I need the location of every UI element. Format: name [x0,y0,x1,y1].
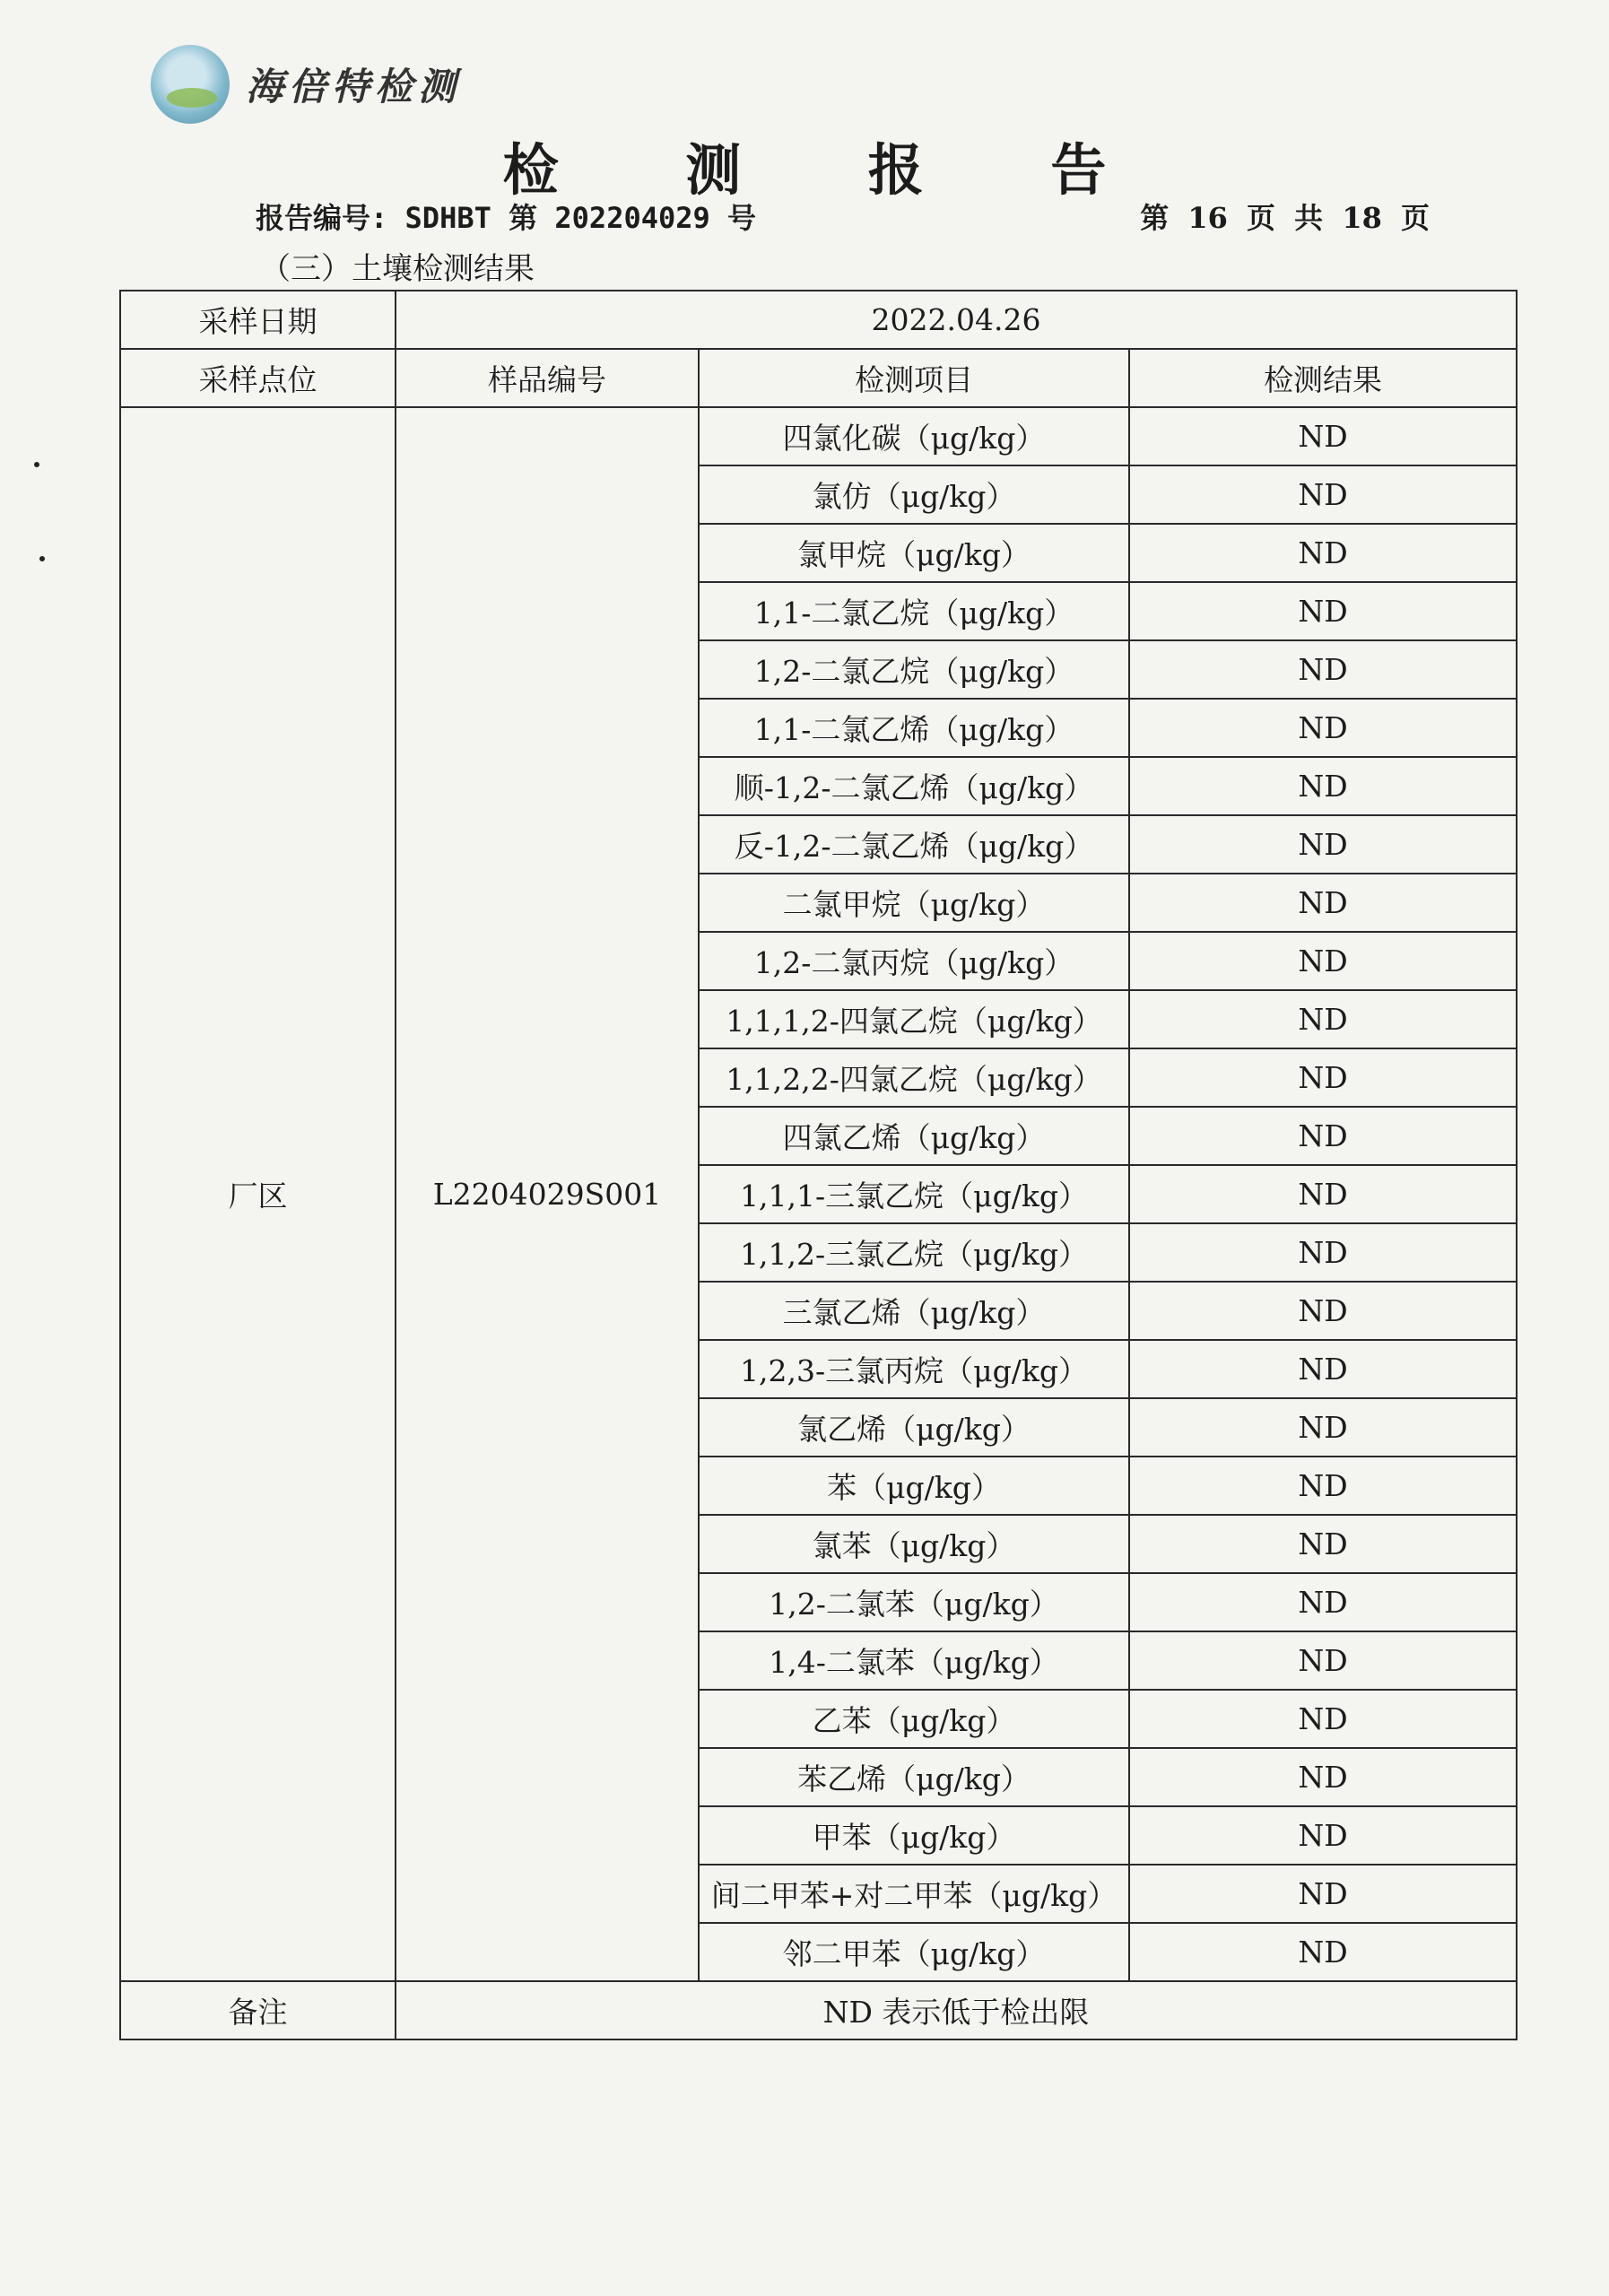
scan-speck [39,556,45,561]
test-result: ND [1129,1923,1517,1981]
test-result: ND [1129,1048,1517,1107]
company-logo-icon [151,45,230,124]
test-item: 顺-1,2-二氯乙烯（μg/kg） [699,757,1129,815]
document-title: 检 测 报 告 [502,137,1161,203]
test-result: ND [1129,582,1517,640]
test-result: ND [1129,1865,1517,1923]
test-result: ND [1129,1573,1517,1631]
test-item: 苯乙烯（μg/kg） [699,1748,1129,1806]
test-item: 邻二甲苯（μg/kg） [699,1923,1129,1981]
test-item: 1,1-二氯乙烷（μg/kg） [699,582,1129,640]
test-item: 1,2,3-三氯丙烷（μg/kg） [699,1340,1129,1398]
test-item: 甲苯（μg/kg） [699,1806,1129,1865]
test-item: 1,2-二氯乙烷（μg/kg） [699,640,1129,699]
test-result: ND [1129,1748,1517,1806]
note-label: 备注 [120,1981,396,2039]
test-result: ND [1129,874,1517,932]
test-result: ND [1129,1515,1517,1573]
test-item: 反-1,2-二氯乙烯（μg/kg） [699,815,1129,874]
column-header-result: 检测结果 [1129,349,1517,407]
test-item: 1,1-二氯乙烯（μg/kg） [699,699,1129,757]
test-result: ND [1129,1457,1517,1515]
note-text: ND 表示低于检出限 [396,1981,1517,2039]
company-name: 海倍特检测 [246,65,462,109]
test-item: 1,2-二氯丙烷（μg/kg） [699,932,1129,990]
test-item: 四氯乙烯（μg/kg） [699,1107,1129,1165]
test-result: ND [1129,465,1517,524]
test-item: 氯仿（μg/kg） [699,465,1129,524]
test-result: ND [1129,1165,1517,1223]
report-number: 报告编号: SDHBT 第 202204029 号 [256,201,757,235]
section-title: （三）土壤检测结果 [260,251,535,287]
test-result: ND [1129,1398,1517,1457]
test-result: ND [1129,815,1517,874]
column-header-sample-no: 样品编号 [396,349,699,407]
test-result: ND [1129,1631,1517,1690]
test-result: ND [1129,990,1517,1048]
test-result: ND [1129,1223,1517,1282]
sample-number: L2204029S001 [396,407,699,1981]
scan-speck [34,462,39,467]
test-item: 三氯乙烯（μg/kg） [699,1282,1129,1340]
test-item: 苯（μg/kg） [699,1457,1129,1515]
test-item: 氯乙烯（μg/kg） [699,1398,1129,1457]
test-item: 1,1,1-三氯乙烷（μg/kg） [699,1165,1129,1223]
test-item: 乙苯（μg/kg） [699,1690,1129,1748]
test-result: ND [1129,932,1517,990]
test-result: ND [1129,1282,1517,1340]
test-item: 氯苯（μg/kg） [699,1515,1129,1573]
test-result: ND [1129,1340,1517,1398]
company-logo [151,45,461,124]
test-result: ND [1129,757,1517,815]
test-result: ND [1129,524,1517,582]
note-row [120,1981,1517,2039]
sampling-date-label: 采样日期 [120,291,396,349]
test-item: 四氯化碳（μg/kg） [699,407,1129,465]
test-result: ND [1129,1690,1517,1748]
test-result: ND [1129,1806,1517,1865]
table-row [120,407,1517,465]
page-number: 第 16 页 共 18 页 [1140,201,1430,235]
test-result: ND [1129,1107,1517,1165]
column-header-row [120,349,1517,407]
test-result: ND [1129,407,1517,465]
sampling-location: 厂区 [120,407,396,1981]
test-item: 1,4-二氯苯（μg/kg） [699,1631,1129,1690]
column-header-item: 检测项目 [699,349,1129,407]
test-item: 1,2-二氯苯（μg/kg） [699,1573,1129,1631]
sampling-date-value: 2022.04.26 [396,291,1517,349]
column-header-location: 采样点位 [120,349,396,407]
sampling-date-row [120,291,1517,349]
test-result: ND [1129,640,1517,699]
test-item: 1,1,2,2-四氯乙烷（μg/kg） [699,1048,1129,1107]
test-item: 氯甲烷（μg/kg） [699,524,1129,582]
test-item: 二氯甲烷（μg/kg） [699,874,1129,932]
test-item: 间二甲苯+对二甲苯（μg/kg） [699,1865,1129,1923]
test-item: 1,1,2-三氯乙烷（μg/kg） [699,1223,1129,1282]
test-result: ND [1129,699,1517,757]
test-item: 1,1,1,2-四氯乙烷（μg/kg） [699,990,1129,1048]
soil-results-table [119,290,1518,2040]
